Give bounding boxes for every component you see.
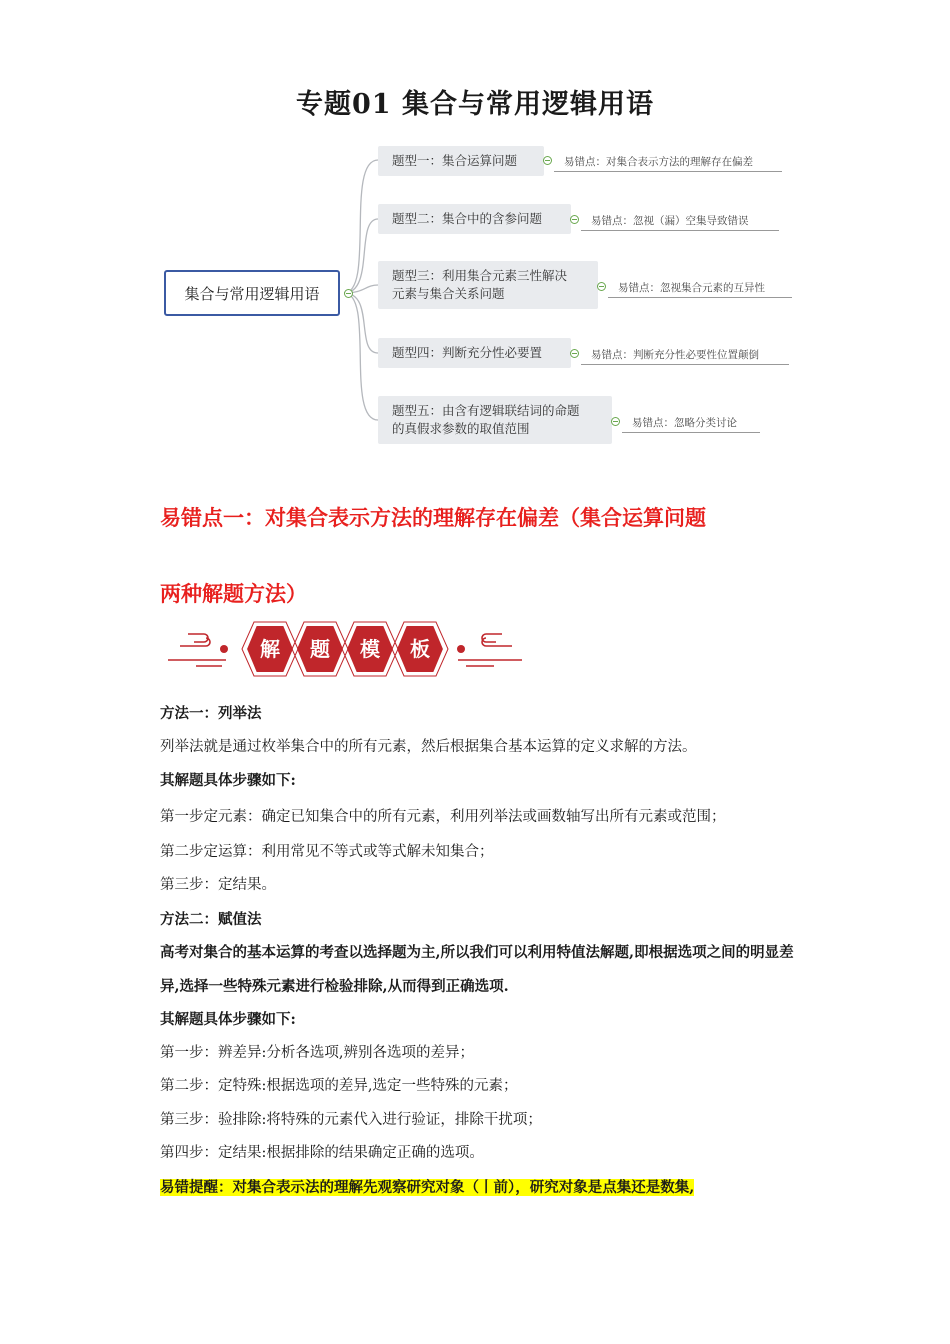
mind-map: [160, 140, 800, 450]
section-heading: 易错点一：对集合表示方法的理解存在偏差（集合运算问题 两种解题方法）: [160, 505, 706, 606]
method-1-steps-title: 其解题具体步骤如下:: [160, 772, 296, 789]
method-2-steps-title: 其解题具体步骤如下:: [160, 1011, 296, 1028]
pitfall-tip: 易错提醒：对集合表示法的理解先观察研究对象（丨前），研究对象是点集还是数集,: [160, 1178, 695, 1196]
method-2-step-3: 第三步：验排除:将特殊的元素代入进行验证，排除干扰项；: [160, 1111, 542, 1128]
mind-map-topic-2: 题型二：集合中的含参问题: [378, 204, 571, 234]
mind-map-topic-5: 题型五：由含有逻辑联结词的命题 的真假求参数的取值范围: [378, 396, 612, 444]
banner-char-1: 解: [260, 637, 280, 661]
method-1-title: 方法一：列举法: [160, 705, 262, 722]
mind-map-root: 集合与常用逻辑用语: [164, 270, 340, 316]
banner-graphic: [166, 620, 526, 678]
collapse-toggle-icon[interactable]: [344, 289, 353, 298]
mind-map-pitfall-4: 易错点：判断充分性必要性位置颠倒: [581, 347, 789, 365]
method-2-title: 方法二：赋值法: [160, 910, 262, 928]
solution-template-banner: [166, 620, 526, 678]
method-1-step-2: 第二步定运算：利用常见不等式或等式解未知集合；: [160, 843, 494, 860]
mind-map-pitfall-5: 易错点：忽略分类讨论: [622, 415, 760, 433]
method-2-step-1: 第一步：辨差异:分析各选项,辨别各选项的差异；: [160, 1044, 474, 1061]
method-2-step-4: 第四步：定结果:根据排除的结果确定正确的选项。: [160, 1145, 484, 1161]
page-title: 专题01 集合与常用逻辑用语: [296, 89, 654, 120]
mind-map-topic-4: 题型四：判断充分性必要置: [378, 338, 571, 368]
document-body: [160, 697, 800, 1205]
method-1-step-1: 第一步定元素：确定已知集合中的所有元素，利用列举法或画数轴写出所有元素或范围；: [160, 808, 726, 825]
method-2-step-2: 第二步：定特殊:根据选项的差异,选定一些特殊的元素；: [160, 1078, 518, 1094]
mind-map-pitfall-1: 易错点：对集合表示方法的理解存在偏差: [554, 154, 782, 172]
mind-map-topic-1: 题型一：集合运算问题: [378, 146, 544, 176]
banner-char-4: 板: [410, 637, 430, 661]
method-1-step-3: 第三步：定结果。: [160, 877, 276, 893]
collapse-toggle-icon[interactable]: [543, 156, 552, 165]
mind-map-pitfall-2: 易错点：忽视（漏）空集导致错误: [581, 213, 779, 231]
collapse-toggle-icon[interactable]: [611, 417, 620, 426]
method-2-description: 高考对集合的基本运算的考查以选择题为主,所以我们可以利用特值法解题,即根据选项之间的明显差异,选择一些特殊元素进行检验排除,从而得到正确选项.: [160, 944, 794, 995]
mind-map-pitfall-3: 易错点：忽视集合元素的互异性: [608, 280, 792, 298]
collapse-toggle-icon[interactable]: [570, 215, 579, 224]
banner-char-2: 题: [310, 637, 330, 661]
banner-char-3: 模: [360, 637, 380, 661]
mind-map-topic-3: 题型三：利用集合元素三性解决 元素与集合关系问题: [378, 261, 598, 309]
method-1-description: 列举法就是通过枚举集合中的所有元素，然后根据集合基本运算的定义求解的方法。: [160, 738, 697, 755]
collapse-toggle-icon[interactable]: [597, 282, 606, 291]
collapse-toggle-icon[interactable]: [570, 349, 579, 358]
